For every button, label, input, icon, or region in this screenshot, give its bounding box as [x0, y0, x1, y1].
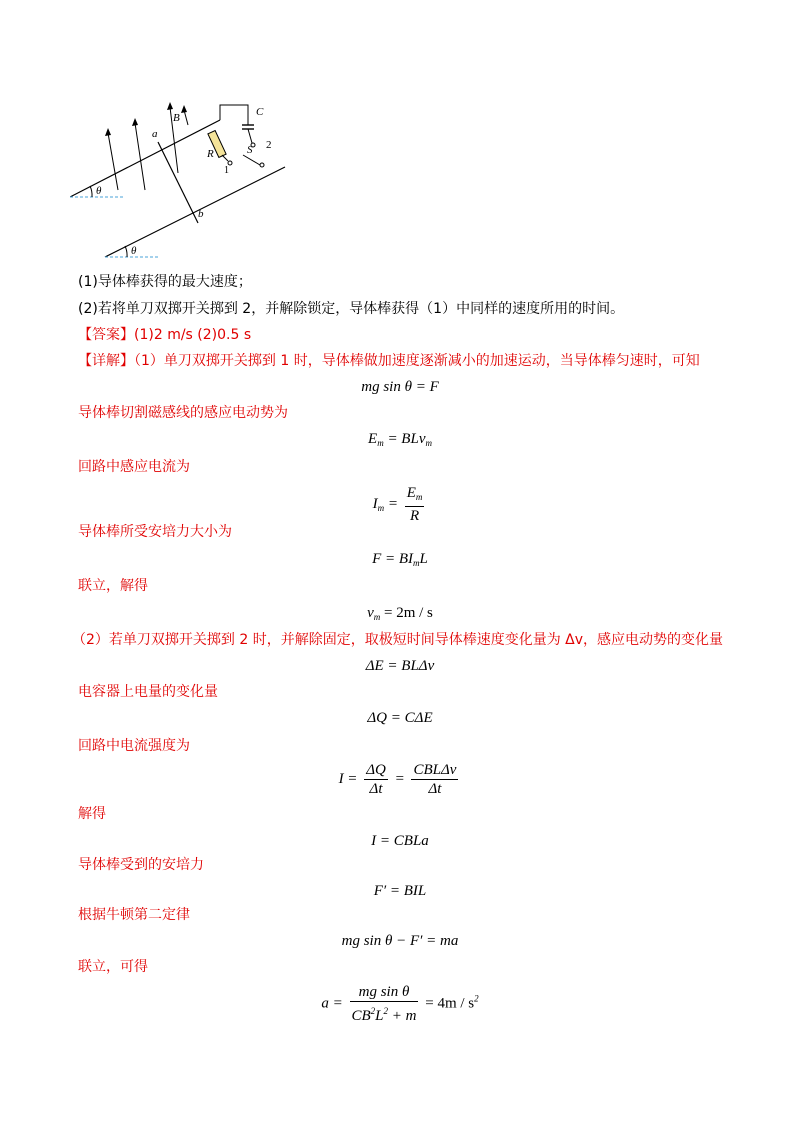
solution-label: 【详解】	[78, 353, 134, 369]
answer-text: (1)2 m/s (2)0.5 s	[134, 327, 252, 343]
answer-line	[78, 325, 251, 345]
text-newton: 根据牛顿第二定律	[78, 907, 190, 923]
text-solve: 解得	[78, 806, 106, 822]
equation-6: ΔE = BLΔv	[365, 658, 435, 674]
text-emf: 导体棒切割磁感线的感应电动势为	[78, 405, 288, 421]
solution-intro: 【详解】（1）单刀双掷开关掷到 1 时，导体棒做加速度逐渐减小的加速运动，当导体棒匀速时，可知	[78, 353, 700, 369]
equation-2: $E_m = BLv_m$	[368, 431, 432, 448]
equation-5: $v_m = 2m / s$	[367, 605, 433, 622]
text-current-2: 回路中电流强度为	[78, 738, 190, 754]
equation-3: $I_m$ = $\frac{E_m}{R}$	[372, 485, 423, 524]
equation-7: ΔQ = CΔE	[367, 710, 433, 726]
label-1: 1	[224, 165, 229, 176]
label-b: b	[198, 208, 204, 220]
equation-8: I = $\frac{\Delta Q}{\Delta t}$ = $\frac{\text{CBLΔv}}{\Delta t}$	[338, 762, 457, 797]
text-ampere: 导体棒受到的安培力	[78, 857, 204, 873]
label-C: C	[256, 106, 264, 118]
label-B: B	[173, 112, 180, 124]
question-1: (1)导体棒获得的最大速度；	[78, 274, 252, 290]
answer-label: 【答案】	[78, 327, 134, 343]
label-a: a	[152, 128, 158, 140]
equation-11: mg sin θ − F′ = ma	[341, 933, 459, 949]
text-current: 回路中感应电流为	[78, 459, 190, 475]
equation-1: mg sin θ = F	[361, 379, 439, 395]
label-theta-1: θ	[96, 185, 102, 197]
text-force: 导体棒所受安培力大小为	[78, 524, 232, 540]
text-combine-1: 联立，解得	[78, 578, 148, 594]
label-R: R	[207, 148, 214, 160]
equation-12: a = $\frac{\text{mg sin θ}}{CB^2L^2 + m}$ = $4m / s^2$	[321, 984, 479, 1024]
label-theta-2: θ	[131, 245, 137, 257]
label-S: S	[247, 144, 253, 156]
question-2: (2)若将单刀双掷开关掷到 2，并解除锁定，导体棒获得（1）中同样的速度所用的时间。	[78, 301, 625, 317]
equation-10: F′ = BIL	[373, 883, 427, 899]
equation-9: I = CBLa	[371, 833, 429, 849]
text-charge: 电容器上电量的变化量	[78, 684, 218, 700]
part-2-intro: （2）若单刀双掷开关掷到 2 时，并解除固定，取极短时间导体棒速度变化量为 Δv，感应电动势的变化量	[72, 632, 724, 648]
text-combine-2: 联立，可得	[78, 959, 148, 975]
label-2: 2	[266, 139, 272, 151]
circuit-diagram	[70, 95, 300, 265]
equation-4: $F = BI_mL$	[372, 551, 428, 568]
